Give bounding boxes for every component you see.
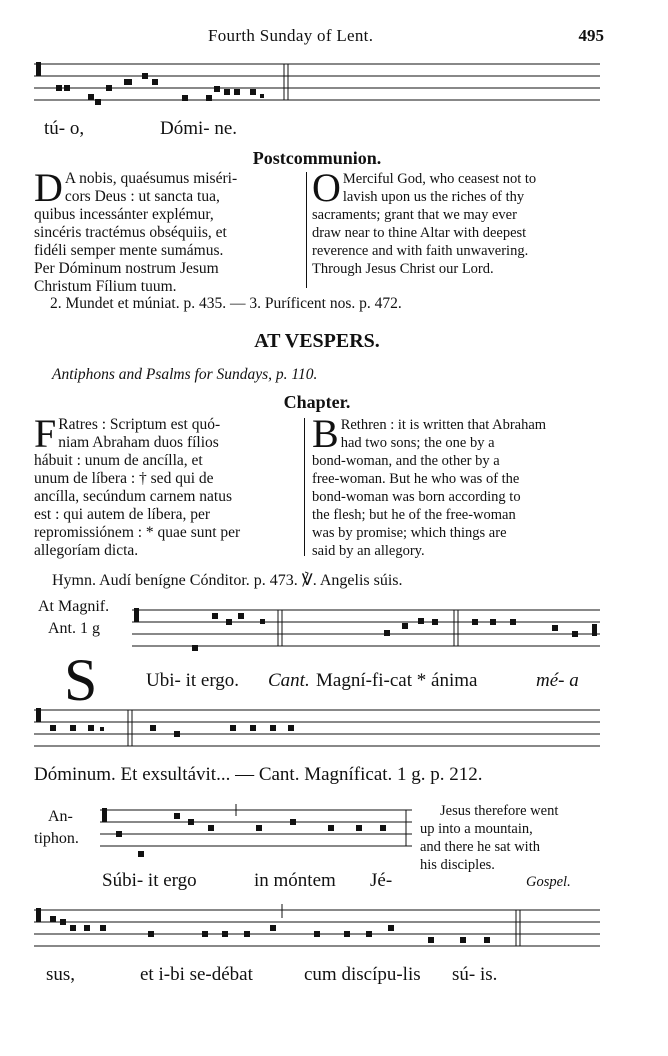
antiphons-line: Antiphons and Psalms for Sundays, p. 110. (52, 366, 318, 383)
magnificat-label-2: Ant. 1 g (48, 620, 100, 637)
latin-line: Per Dóminum nostrum Jesum (34, 260, 219, 277)
magnificat-second-line: Dóminum. Et exsultávit... — Cant. Magníficat. 1 g. p. 212. (34, 764, 483, 785)
english-line: the flesh; but he of the free-woman (312, 507, 516, 523)
english-line: draw near to thine Altar with deepest (312, 225, 527, 241)
antiphon-lyric-3: Jé- (370, 870, 393, 891)
magnificat-lyric-1: Ubi- it ergo. (146, 670, 240, 691)
translation-line: his disciples. (420, 857, 495, 873)
latin-line: Ratres : Scriptum est quó- (58, 416, 221, 433)
latin-line: Christum Fílium tuum. (34, 278, 177, 295)
magnificat-lyric-4: mé- a (536, 670, 579, 691)
latin-line: fidéli semper mente sumámus. (34, 242, 224, 259)
chant-staff-3 (34, 704, 600, 752)
latin-line: repromissiónem : * quae sunt per (34, 524, 241, 541)
chant-staff-5 (34, 904, 600, 956)
magnificat-lyric-3: Magní-fi-cat * ánima (316, 670, 478, 691)
english-line: Through Jesus Christ our Lord. (312, 261, 494, 277)
postcommunion-latin (34, 165, 299, 296)
antiphon-translation (420, 802, 600, 874)
english-line: lavish upon us the riches of thy (342, 189, 525, 205)
latin-line: cors Deus : ut sancta tua, (64, 188, 220, 205)
magnificat-initial: S (64, 647, 98, 713)
chant-staff-2 (132, 604, 600, 656)
postcommunion-english (312, 165, 602, 278)
gospel-label: Gospel. (526, 874, 571, 890)
column-divider (304, 418, 305, 556)
latin-line: niam Abraham duos fílios (58, 434, 219, 451)
page-title: Fourth Sunday of Lent. (208, 26, 374, 45)
english-dropcap-o: O (312, 165, 341, 210)
latin-line: unum de líbera : † sed qui de (34, 470, 214, 487)
column-divider (306, 172, 307, 288)
chapter-english (312, 411, 602, 560)
english-line: bond-woman was born according to (312, 489, 521, 505)
english-dropcap-b: B (312, 411, 339, 456)
chant-staff-4 (100, 804, 412, 856)
english-line: free-woman. But he who was of the (312, 471, 520, 487)
hymn-line: Hymn. Audí benígne Cónditor. p. 473. ℣. Angelis súis. (52, 572, 403, 589)
latin-dropcap-d: D (34, 165, 63, 210)
antiphon-label-2: tiphon. (34, 830, 79, 847)
latin-line: ancílla, secúndum carnem natus (34, 488, 232, 505)
english-line: said by an allegory. (312, 543, 425, 559)
latin-line: hábuit : unum de ancílla, et (34, 452, 203, 469)
antiphon-lyric-4: sus, (46, 964, 76, 985)
antiphon-lyric-6: cum discípu-lis (304, 964, 421, 985)
translation-line: and there he sat with (420, 839, 540, 855)
chant1-lyric-1: tú- o, (44, 118, 85, 139)
english-line: bond-woman, and the other by a (312, 453, 500, 469)
chapter-latin (34, 411, 299, 560)
translation-line: Jesus therefore went (440, 803, 559, 819)
english-line: Rethren : it is written that Abraham (340, 417, 547, 433)
magnificat-lyric-2: Cant. (268, 670, 310, 691)
latin-dropcap-f: F (34, 411, 57, 456)
english-line: Merciful God, who ceasest not to (342, 171, 537, 187)
postcommunion-footer: 2. Mundet et múniat. p. 435. — 3. Puríficent nos. p. 472. (50, 295, 402, 312)
magnificat-label-1: At Magnif. (38, 598, 110, 615)
antiphon-lyric-2: in móntem (254, 870, 336, 891)
english-line: was by promise; which things are (312, 525, 507, 541)
translation-line: up into a mountain, (420, 821, 533, 837)
chapter-heading: Chapter. (283, 392, 351, 412)
english-line: sacraments; grant that we may ever (312, 207, 517, 223)
vespers-heading: AT VESPERS. (254, 330, 380, 352)
english-line: reverence and with faith unwavering. (312, 243, 529, 259)
antiphon-label-1: An- (48, 808, 73, 825)
latin-line: allegoríam dicta. (34, 542, 139, 559)
antiphon-lyric-7: sú- is. (452, 964, 498, 985)
chant1-lyric-2: Dómi- ne. (160, 118, 238, 139)
latin-line: A nobis, quaésumus miséri- (64, 170, 238, 187)
chant-staff-1 (34, 58, 600, 110)
antiphon-lyric-5: et i-bi se-débat (140, 964, 253, 985)
antiphon-lyric-1: Súbi- it ergo (102, 870, 197, 891)
page-number: 495 (578, 26, 604, 45)
latin-line: est : qui autem de líbera, per (34, 506, 211, 523)
latin-line: quibus incessánter explémur, (34, 206, 214, 223)
english-line: had two sons; the one by a (340, 435, 495, 451)
postcommunion-heading: Postcommunion. (252, 148, 382, 168)
latin-line: sincéris tractémus obséquiis, et (34, 224, 227, 241)
